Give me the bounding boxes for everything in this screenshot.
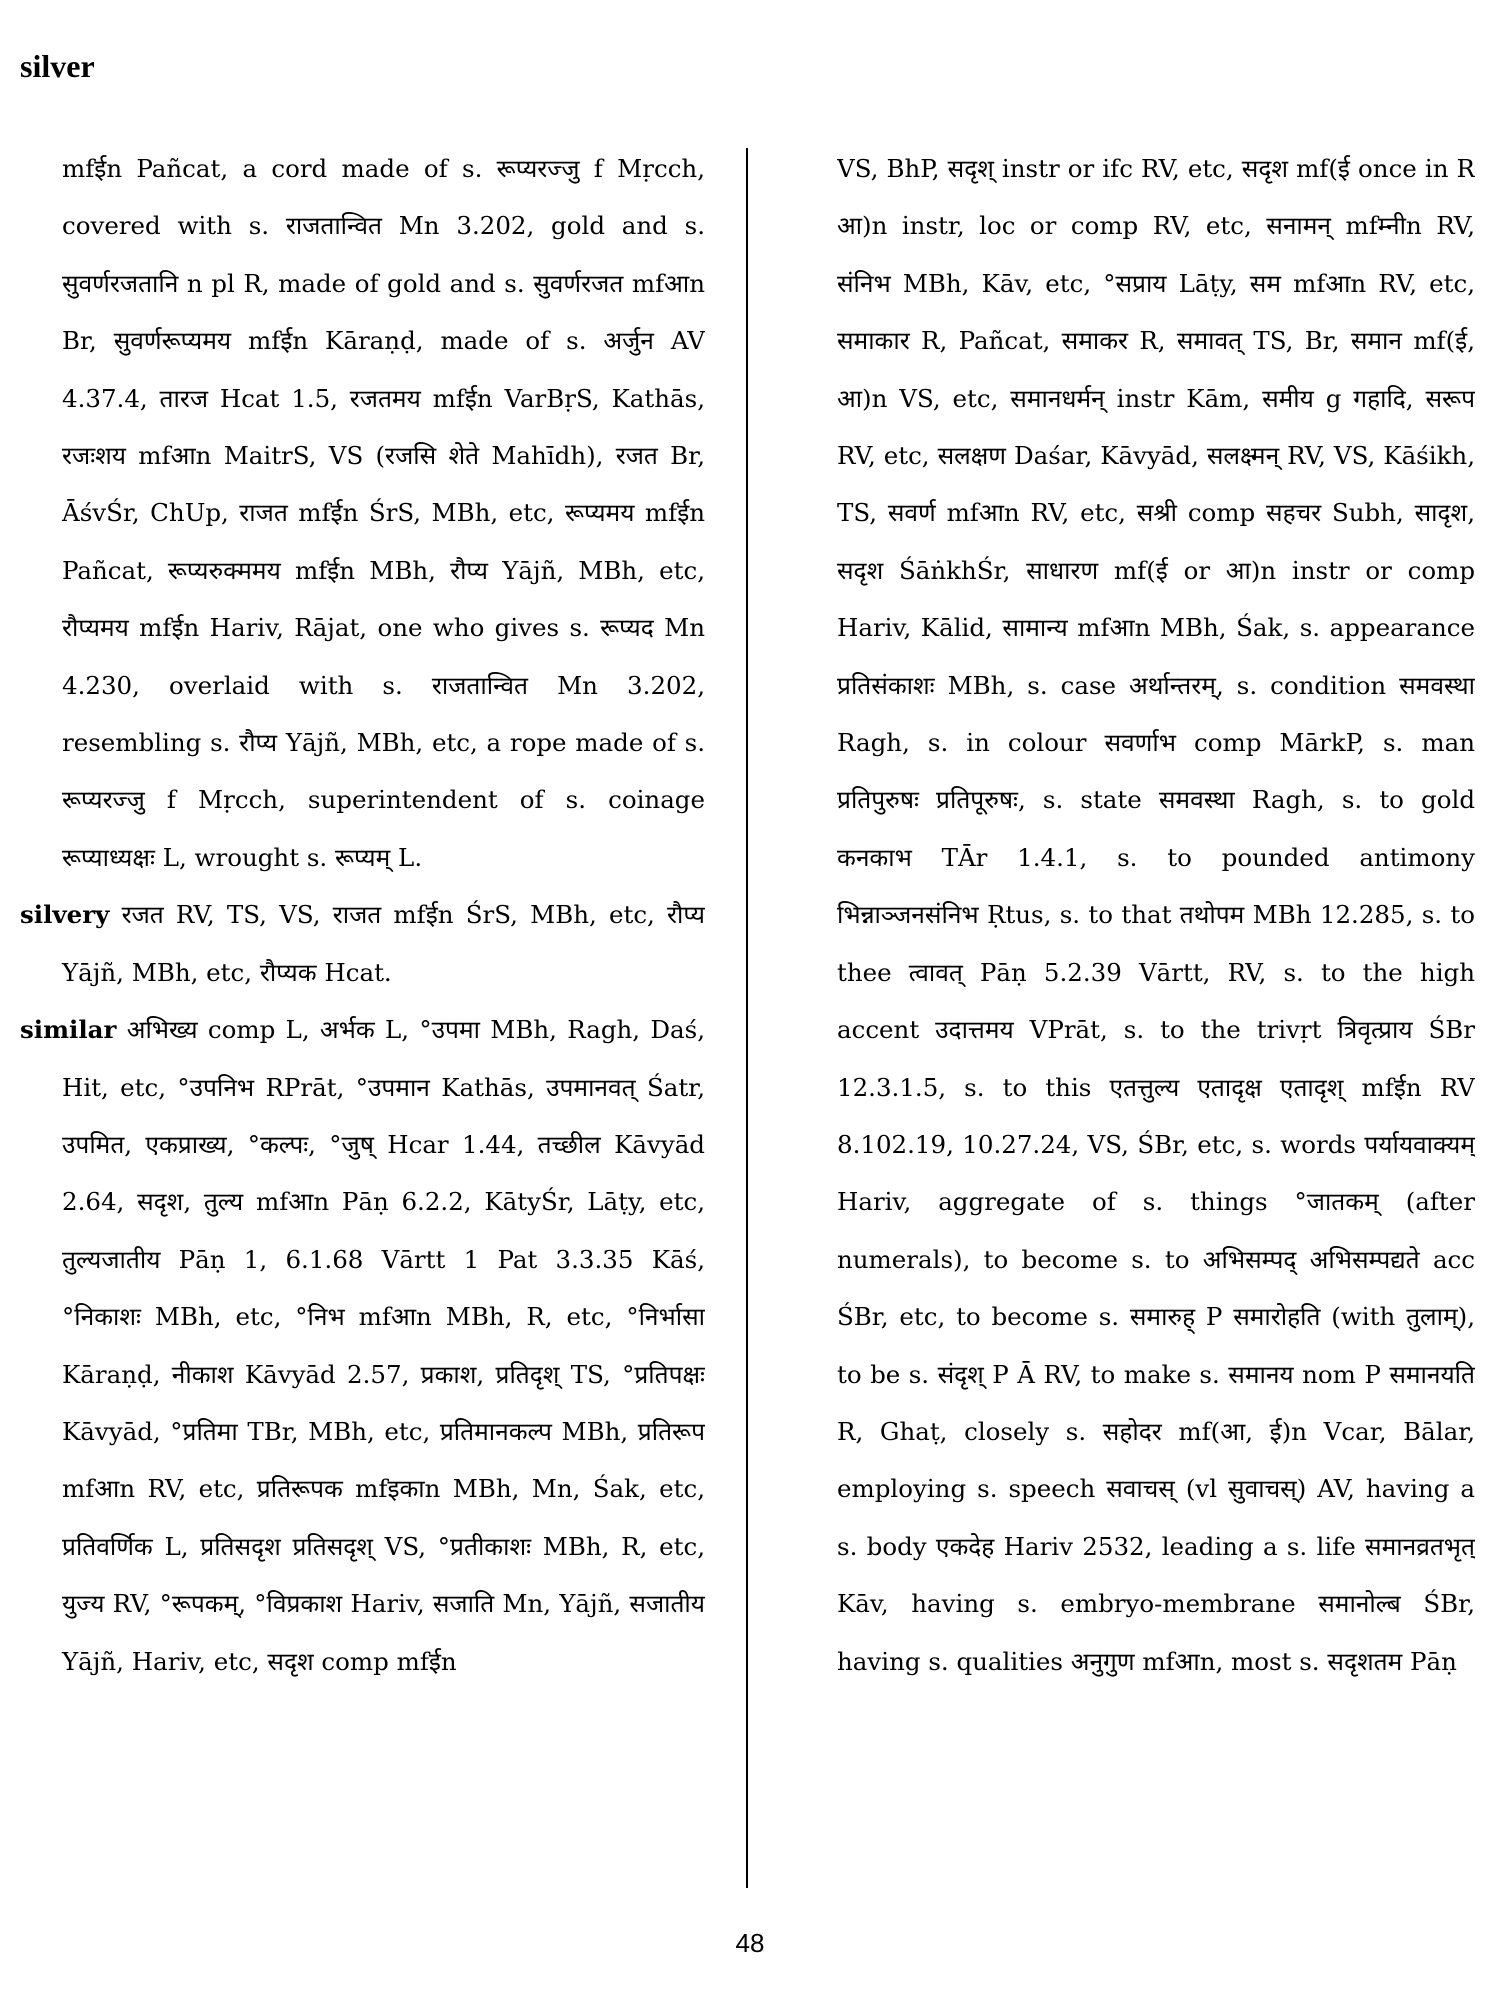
entry-similar-body: अभिख्य comp L, अर्भक L, °उपमा MBh, Ragh, Daś, Hit, etc, °उपनिभ RPrāt, °उपमान Kathās, उपमानवत् Śatr, उपमित, एकप्राख्य, °कल्पः, °जुष् Hcar 1.44, तच्छील Kāvyād 2.64, सदृश, तुल्य mfआn Pāṇ 6.2.2, KātyŚr, Lāṭy, etc, तुल्यजातीय Pāṇ 1, 6.1.68 Vārtt 1 Pat 3.3.35 Kāś, °निकाशः MBh, etc, °निभ mfआn MBh, R, etc, °निर्भासा Kāraṇḍ, नीकाश Kāvyād 2.57, प्रकाश, प्रतिदृश् TS, °प्रतिपक्षः Kāvyād, °प्रतिमा TBr, MBh, etc, प्रतिमानकल्प MBh, प्रतिरूप mfआn RV, etc, प्रतिरूपक mfइकाn MBh, Mn, Śak, etc, प्रतिवर्णिक L, प्रतिसदृश प्रतिसदृश् VS, °प्रतीकाशः MBh, R, etc, युज्य RV, °रूपकम्, °विप्रकाश Hariv, सजाति Mn, Yājñ, सजातीय Yājñ, Hariv, etc, सदृश comp mfईn — [62, 1015, 705, 1676]
entry-similar — [20, 1001, 705, 1690]
headword-silvery: silvery — [20, 900, 110, 930]
headword-similar: similar — [20, 1015, 117, 1045]
entry-similar-continuation: VS, BhP, सदृश् instr or ifc RV, etc, सदृश mf(ई once in R आ)n instr, loc or comp RV, etc, सनामन् mfम्नीn RV, संनिभ MBh, Kāv, etc, °सप्राय Lāṭy, सम mfआn RV, etc, समाकार R, Pañcat, समाकर R, समावत् TS, Br, समान mf(ई, आ)n VS, etc, समानधर्मन् instr Kām, समीय g गहादि, सरूप RV, etc, सलक्षण Daśar, Kāvyād, सलक्ष्मन् RV, VS, Kāśikh, TS, सवर्ण mfआn RV, etc, सश्री comp सहचर Subh, सादृश, सदृश ŚāṅkhŚr, साधारण mf(ई or आ)n instr or comp Hariv, Kālid, सामान्य mfआn MBh, Śak, s. appearance प्रतिसंकाशः MBh, s. case अर्थान्तरम्, s. condition समवस्था Ragh, s. in colour सवर्णाभ comp MārkP, s. man प्रतिपुरुषः प्रतिपूरुषः, s. state समवस्था Ragh, s. to gold कनकाभ TĀr 1.4.1, s. to pounded antimony भिन्नाञ्जनसंनिभ Ṛtus, s. to that तथोपम MBh 12.285, s. to thee त्वावत् Pāṇ 5.2.39 Vārtt, RV, s. to the high accent उदात्तमय VPrāt, s. to the trivṛt त्रिवृत्प्राय ŚBr 12.3.1.5, s. to this एतत्तुल्य एतादृक्ष एतादृश् mfईn RV 8.102.19, 10.27.24, VS, ŚBr, etc, s. words पर्यायवाक्यम् Hariv, aggregate of s. things °जातकम् (after numerals), to become s. to अभिसम्पद् अभिसम्पद्यते acc ŚBr, etc, to become s. समारुह् P समारोहति (with तुलाम्), to be s. संदृश् P Ā RV, to make s. समानय nom P समानयति R, Ghaṭ, closely s. सहोदर mf(आ, ई)n Vcar, Bālar, employing s. speech सवाचस् (vl सुवाचस्) AV, having a s. body एकदेह Hariv 2532, leading a s. life समानव्रतभृत् Kāv, having s. embryo-membrane समानोल्ब ŚBr, having s. qualities अनुगुण mfआn, most s. सदृशतम Pāṇ — [837, 154, 1475, 1676]
entry-silvery-body: रजत RV, TS, VS, राजत mfईn ŚrS, MBh, etc, रौप्य Yājñ, MBh, etc, रौप्यक Hcat. — [62, 900, 705, 987]
entry-silver-continuation: mfईn Pañcat, a cord made of s. रूप्यरज्जु f Mṛcch, covered with s. राजतान्वित Mn 3.202, gold and s. सुवर्णरजतानि n pl R, made of gold and s. सुवर्णरजत mfआn Br, सुवर्णरूप्यमय mfईn Kāraṇḍ, made of s. अर्जुन AV 4.37.4, तारज Hcat 1.5, रजतमय mfईn VarBṛS, Kathās, रजःशय mfआn MaitrS, VS (रजसि शेते Mahīdh), रजत Br, ĀśvŚr, ChUp, राजत mfईn ŚrS, MBh, etc, रूप्यमय mfईn Pañcat, रूप्यरुक्ममय mfईn MBh, रौप्य Yājñ, MBh, etc, रौप्यमय mfईn Hariv, Rājat, one who gives s. रूप्यद Mn 4.230, overlaid with s. राजतान्वित Mn 3.202, resembling s. रौप्य Yājñ, MBh, etc, a rope made of s. रूप्यरज्जु f Mṛcch, superintendent of s. coinage रूप्याध्यक्षः L, wrought s. रूप्यम् L. — [62, 154, 705, 872]
page-number: 48 — [735, 1928, 765, 1958]
page-header-word: silver — [20, 48, 95, 84]
column-divider — [746, 148, 748, 1888]
right-column — [837, 140, 1475, 1885]
entry-silvery — [20, 886, 705, 1001]
left-column — [20, 140, 705, 1885]
